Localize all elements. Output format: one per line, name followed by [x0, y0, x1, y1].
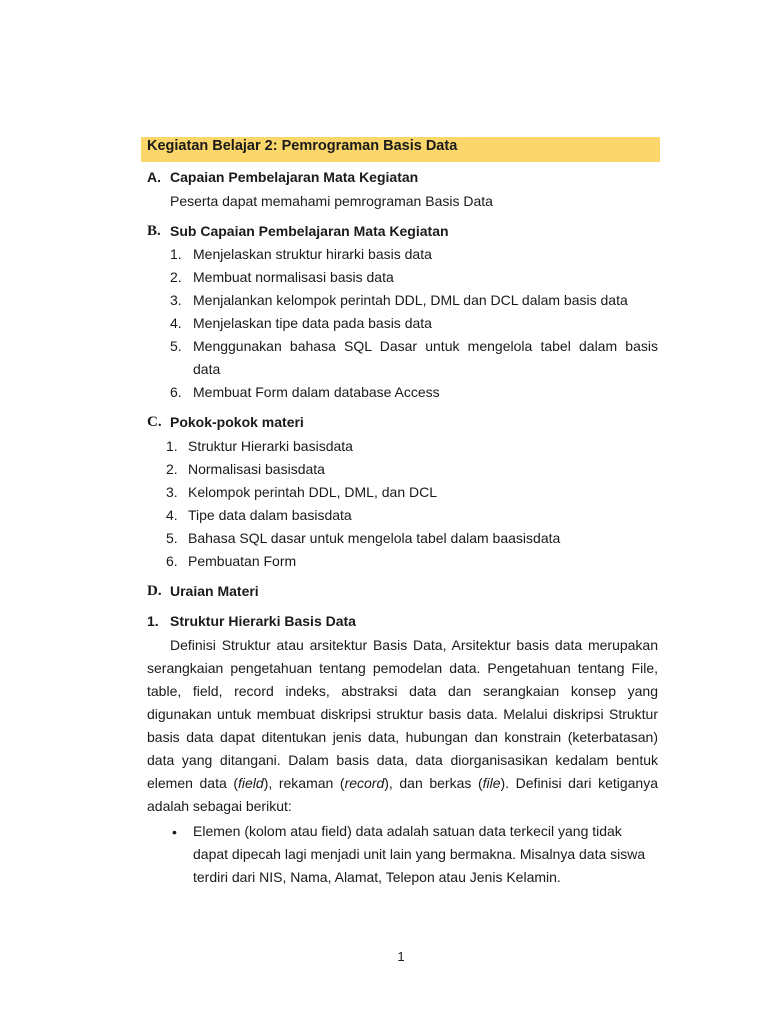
- section-b-item-num: 6.: [170, 384, 182, 400]
- section-c-item: Tipe data dalam basisdata: [188, 507, 352, 523]
- section-d-letter: D.: [147, 583, 162, 599]
- text-run: ), rekaman (: [263, 775, 345, 791]
- text-run: ). Definisi dari ketiganya: [500, 775, 659, 791]
- section-b-item-continuation: data: [193, 361, 221, 377]
- section-a-letter: A.: [147, 169, 161, 185]
- bullet-symbol: •: [172, 824, 177, 840]
- section-b-letter: B.: [147, 223, 161, 239]
- section-c-item: Struktur Hierarki basisdata: [188, 438, 353, 454]
- bullet-line: Elemen (kolom atau field) data adalah satuan data terkecil yang tidak: [193, 823, 622, 839]
- section-b-item: Menjelaskan tipe data pada basis data: [193, 315, 432, 331]
- bullet-line: terdiri dari NIS, Nama, Alamat, Telepon atau Jenis Kelamin.: [193, 869, 561, 885]
- section-b-item: Menggunakan bahasa SQL Dasar untuk mengelola tabel dalam basis: [193, 338, 658, 354]
- page-title: Kegiatan Belajar 2: Pemrograman Basis Data: [147, 138, 458, 154]
- section-c-item-num: 4.: [166, 507, 178, 523]
- section-c-item: Bahasa SQL dasar untuk mengelola tabel dalam baasisdata: [188, 530, 561, 546]
- section-a-text: Peserta dapat memahami pemrograman Basis Data: [170, 193, 493, 209]
- section-b-item: Membuat Form dalam database Access: [193, 384, 440, 400]
- italic-term-record: record: [344, 775, 385, 791]
- paragraph-line: serangkaian pengetahuan tentang pemodelan data. Pengetahuan tentang File,: [147, 660, 658, 676]
- paragraph-line: data yang ditangani. Dalam basis data, data diorganisasikan kedalam bentuk: [147, 752, 658, 768]
- section-b-item-num: 4.: [170, 315, 182, 331]
- paragraph-line: adalah sebagai berikut:: [147, 798, 292, 814]
- paragraph-line: digunakan untuk membuat diskripsi struktur basis data. Melalui diskripsi Struktur: [147, 706, 658, 722]
- italic-term-field: field: [238, 775, 264, 791]
- italic-term-file: file: [482, 775, 501, 791]
- section-b-item-num: 1.: [170, 246, 182, 262]
- section-b-heading: Sub Capaian Pembelajaran Mata Kegiatan: [170, 223, 449, 239]
- page-number: 1: [397, 949, 405, 964]
- section-c-item-num: 6.: [166, 553, 178, 569]
- section-c-letter: C.: [147, 414, 162, 430]
- paragraph-line: basis data dapat ditentukan jenis data, hubungan dan konstrain (keterbatasan): [147, 729, 658, 745]
- paragraph-line: [147, 774, 658, 792]
- section-b-item: Menjelaskan struktur hirarki basis data: [193, 246, 432, 262]
- section-c-item: Normalisasi basisdata: [188, 461, 325, 477]
- section-b-item: Menjalankan kelompok perintah DDL, DML dan DCL dalam basis data: [193, 292, 628, 308]
- paragraph-line: table, field, record indeks, abstraksi data dan serangkaian konsep yang: [147, 683, 658, 699]
- text-run: ), dan berkas (: [384, 775, 483, 791]
- section-c-item-num: 3.: [166, 484, 178, 500]
- section-c-item: Pembuatan Form: [188, 553, 297, 569]
- section-c-item-num: 2.: [166, 461, 178, 477]
- subsection-heading: Struktur Hierarki Basis Data: [170, 613, 356, 629]
- paragraph-line: Definisi Struktur atau arsitektur Basis Data, Arsitektur basis data merupakan: [170, 637, 658, 653]
- section-b-item-num: 2.: [170, 269, 182, 285]
- section-c-item: Kelompok perintah DDL, DML, dan DCL: [188, 484, 438, 500]
- section-d-heading: Uraian Materi: [170, 583, 259, 599]
- section-c-heading: Pokok-pokok materi: [170, 414, 304, 430]
- section-b-item-num: 5.: [170, 338, 182, 354]
- section-c-item-num: 5.: [166, 530, 178, 546]
- section-c-item-num: 1.: [166, 438, 178, 454]
- section-a-heading: Capaian Pembelajaran Mata Kegiatan: [170, 169, 419, 185]
- bullet-line: dapat dipecah lagi menjadi unit lain yang bermakna. Misalnya data siswa: [193, 846, 646, 862]
- subsection-number: 1.: [147, 613, 159, 629]
- section-b-item-num: 3.: [170, 292, 182, 308]
- section-b-item: Membuat normalisasi basis data: [193, 269, 394, 285]
- text-run: elemen data (: [147, 775, 239, 791]
- title-banner: [141, 137, 660, 162]
